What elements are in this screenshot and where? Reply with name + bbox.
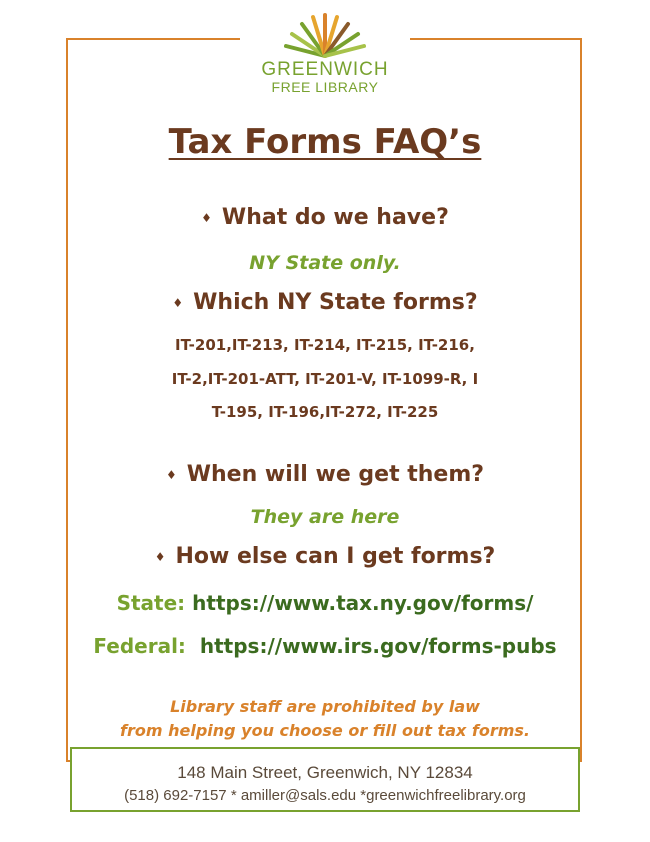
federal-forms-link[interactable]: https://www.irs.gov/forms-pubs: [199, 634, 557, 658]
library-contact-info: (518) 692-7157 * amiller@sals.edu *greenwichfreelibrary.org: [124, 787, 526, 804]
forms-list-line: IT-2,IT-201-ATT, IT-201-V, IT-1099-R, I: [171, 370, 479, 388]
diamond-bullet-icon: ♦: [172, 296, 184, 310]
diamond-bullet-icon: ♦: [154, 550, 166, 564]
logo-subname: FREE LIBRARY: [271, 78, 379, 95]
question-text: What do we have?: [221, 205, 449, 230]
answer-what-do-we-have: NY State only.: [249, 252, 401, 274]
question-which-forms: [70, 290, 580, 315]
federal-forms-link-line: [70, 634, 580, 658]
staff-warning: [70, 695, 580, 743]
question-text: Which NY State forms?: [193, 290, 478, 315]
library-sunburst-logo-icon: [278, 12, 372, 58]
question-what-do-we-have: [70, 205, 580, 230]
state-forms-link-line: [70, 591, 580, 615]
state-label: State:: [116, 591, 186, 615]
question-when-get-them: [70, 462, 580, 487]
library-logo-text: [240, 60, 410, 95]
question-text: How else can I get forms?: [175, 544, 496, 569]
state-forms-link[interactable]: https://www.tax.ny.gov/forms/: [192, 591, 534, 615]
federal-label: Federal:: [93, 634, 186, 658]
diamond-bullet-icon: ♦: [165, 468, 177, 482]
question-how-else: [70, 544, 580, 569]
question-text: When will we get them?: [186, 462, 485, 487]
logo-name: GREENWICH: [261, 59, 389, 80]
warning-line: Library staff are prohibited by law: [170, 697, 480, 716]
answer-when-get-them: They are here: [250, 506, 400, 528]
diamond-bullet-icon: ♦: [201, 211, 212, 225]
warning-line: from helping you choose or fill out tax forms.: [120, 721, 530, 740]
library-address: 148 Main Street, Greenwich, NY 12834: [177, 763, 473, 782]
forms-list-line: T-195, IT-196,IT-272, IT-225: [211, 403, 439, 421]
forms-list-line: IT-201,IT-213, IT-214, IT-215, IT-216,: [175, 336, 475, 354]
contact-footer: [70, 747, 580, 812]
page-title: Tax Forms FAQ’s: [168, 122, 482, 162]
